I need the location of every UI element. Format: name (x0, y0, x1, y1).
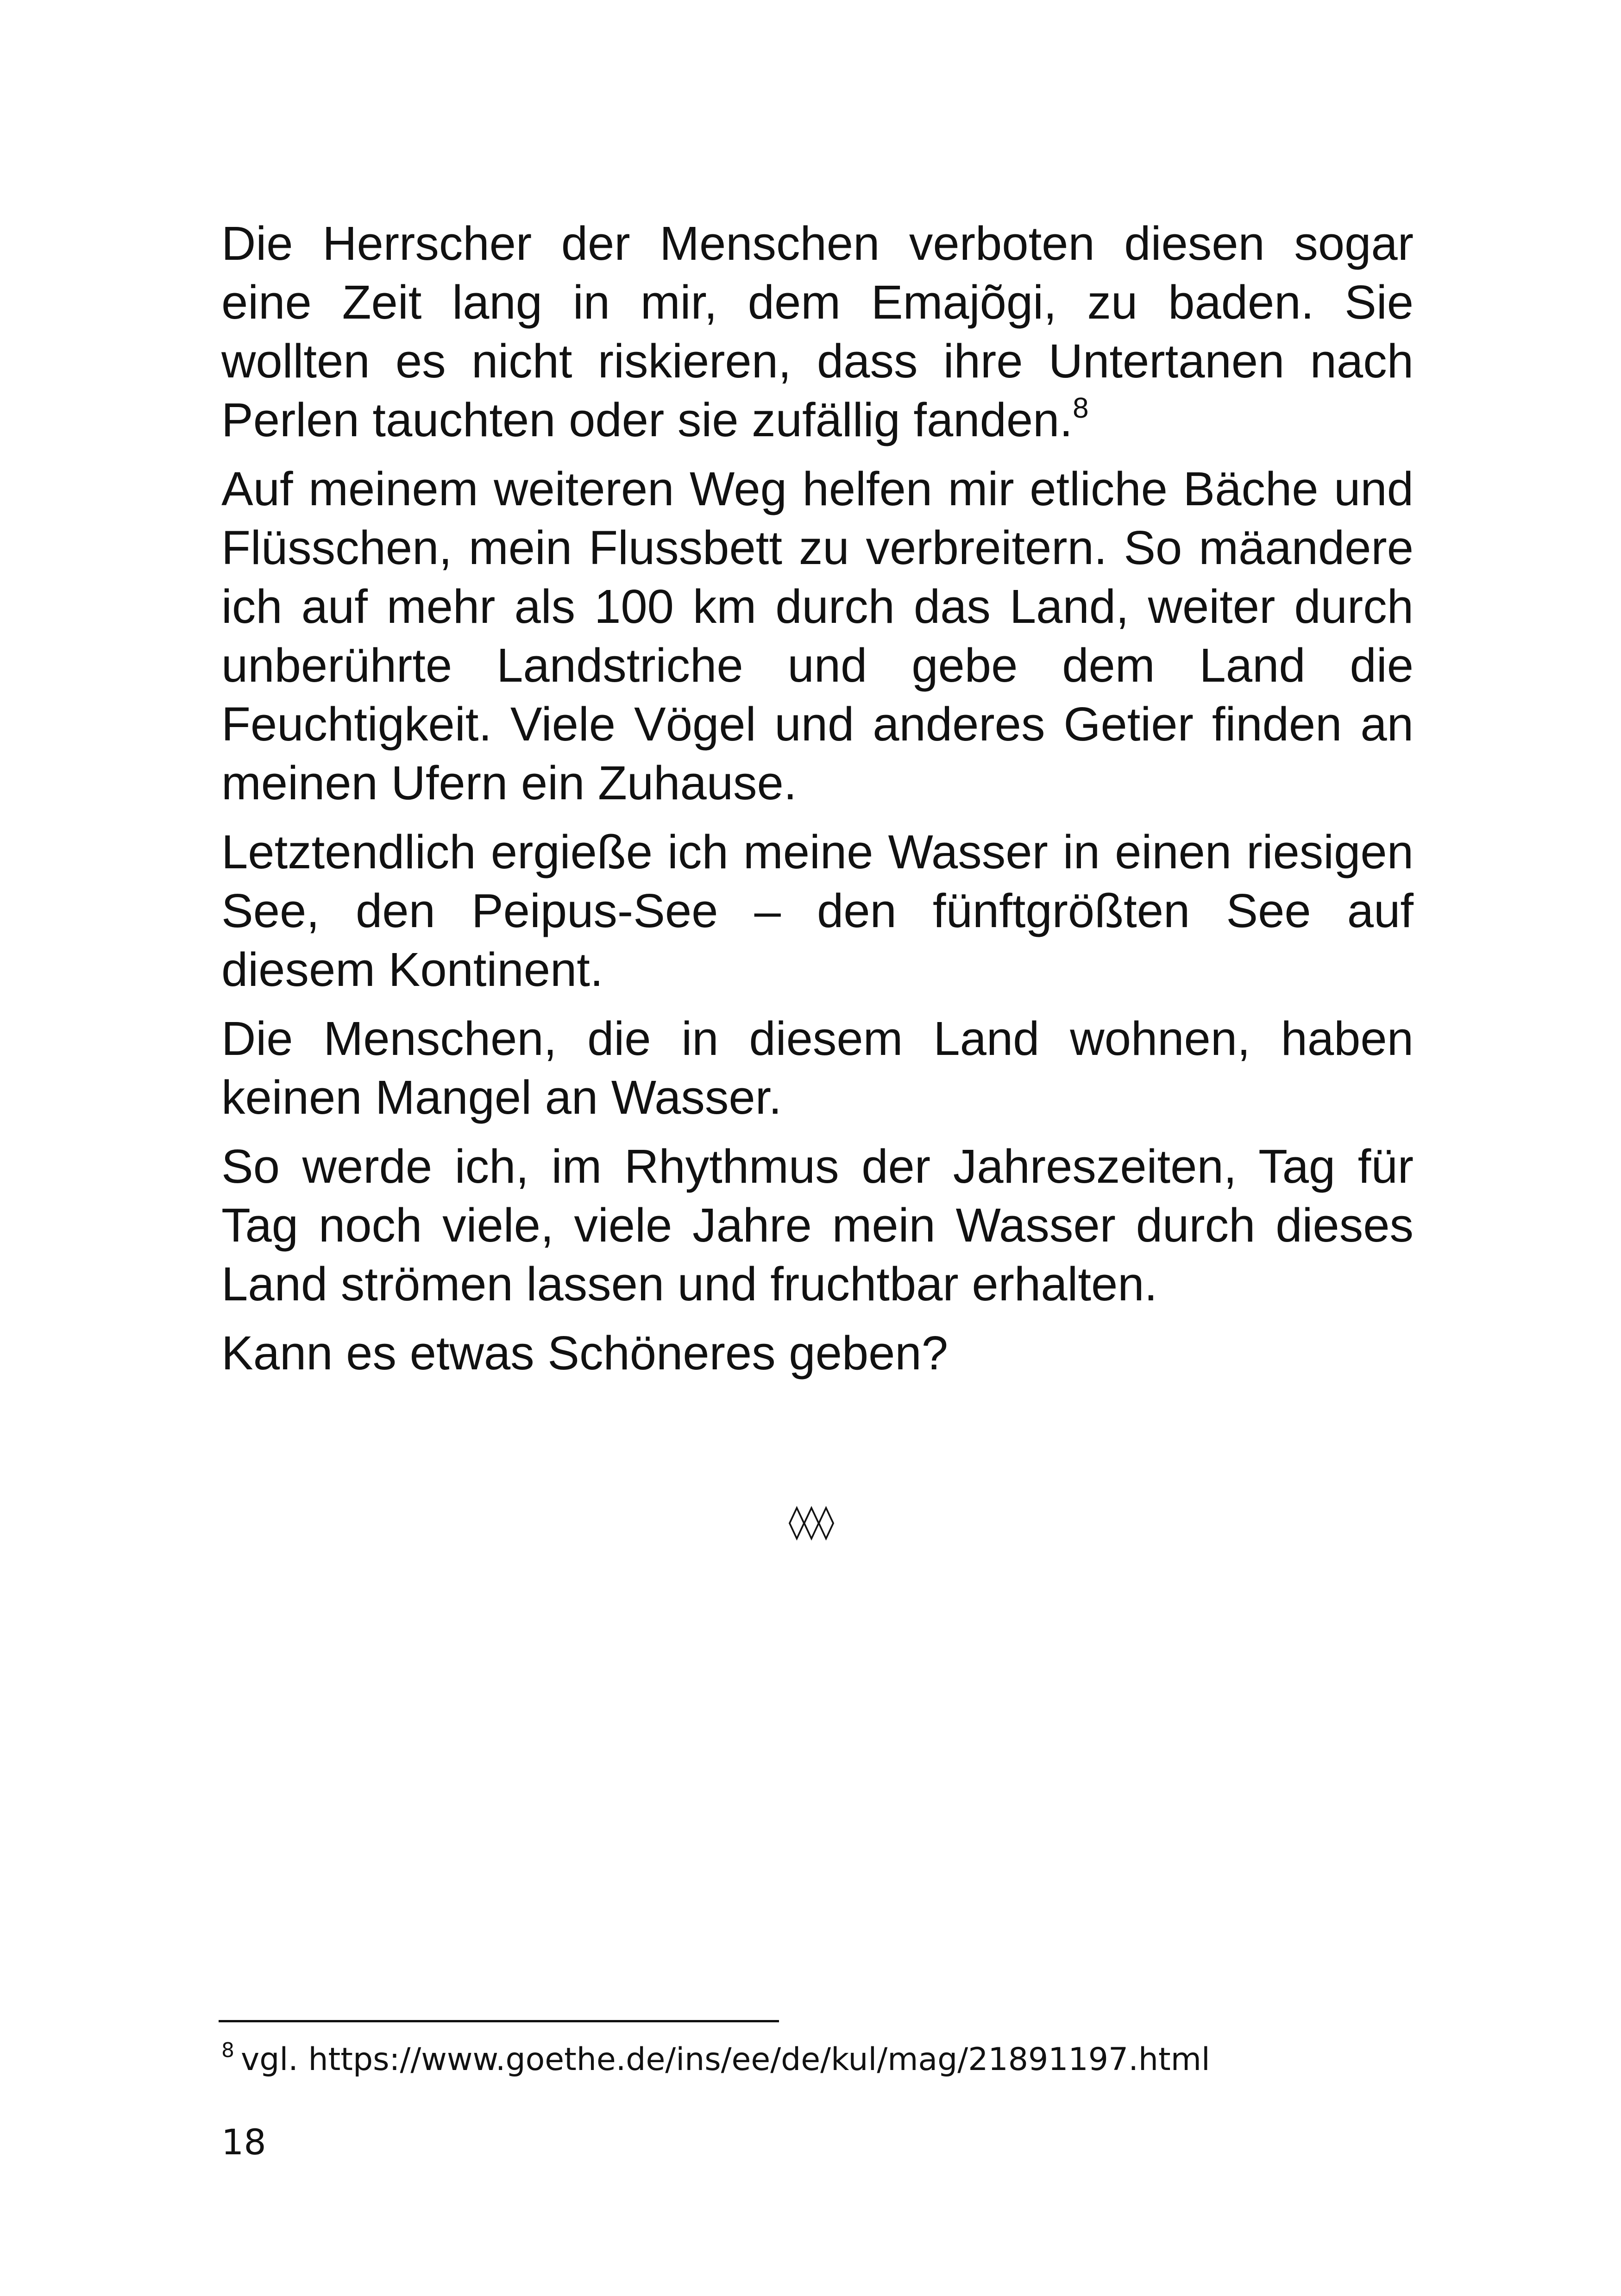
footnote (221, 2037, 1210, 2083)
footnote-reference[interactable]: 8 (1073, 392, 1089, 424)
footnote-text[interactable]: vgl. https://www.goethe.de/ins/ee/de/kul/mag/21891197.html (241, 2041, 1210, 2078)
footnote-separator (219, 2020, 779, 2022)
paragraph: Letztendlich ergieße ich meine Wasser in einen riesigen See, den Peipus-See – den fünftgrößten See auf diesem Kontinent. (221, 825, 1414, 996)
page-number: 18 (221, 2121, 266, 2163)
body-text (221, 214, 1414, 1393)
paragraph-text: Die Herrscher der Menschen verboten diesen sogar eine Zeit lang in mir, dem Emajõgi, zu baden. Sie wollten es nicht riskieren, dass ihre Untertanen nach Perlen tauchten oder sie zufällig fanden. (221, 217, 1414, 446)
section-ornament: ◊◊◊ (788, 1502, 833, 1541)
footnote-number: 8 (221, 2039, 234, 2062)
paragraph: Die Menschen, die in diesem Land wohnen, haben keinen Mangel an Wasser. (221, 1012, 1414, 1124)
paragraph: Auf meinem weiteren Weg helfen mir etliche Bäche und Flüsschen, mein Flussbett zu verbreitern. So mäandere ich auf mehr als 100 km durch das Land, weiter durch unberührte Landstriche und gebe dem Land die Feuchtigkeit. Viele Vögel und anderes Getier finden an meinen Ufern ein Zuhause. (221, 462, 1414, 809)
paragraph (221, 214, 1414, 449)
paragraph: So werde ich, im Rhythmus der Jahreszeiten, Tag für Tag noch viele, viele Jahre mein Wasser durch dieses Land strömen lassen und fruchtbar erhalten. (221, 1140, 1414, 1311)
paragraph: Kann es etwas Schöneres geben? (221, 1326, 948, 1380)
